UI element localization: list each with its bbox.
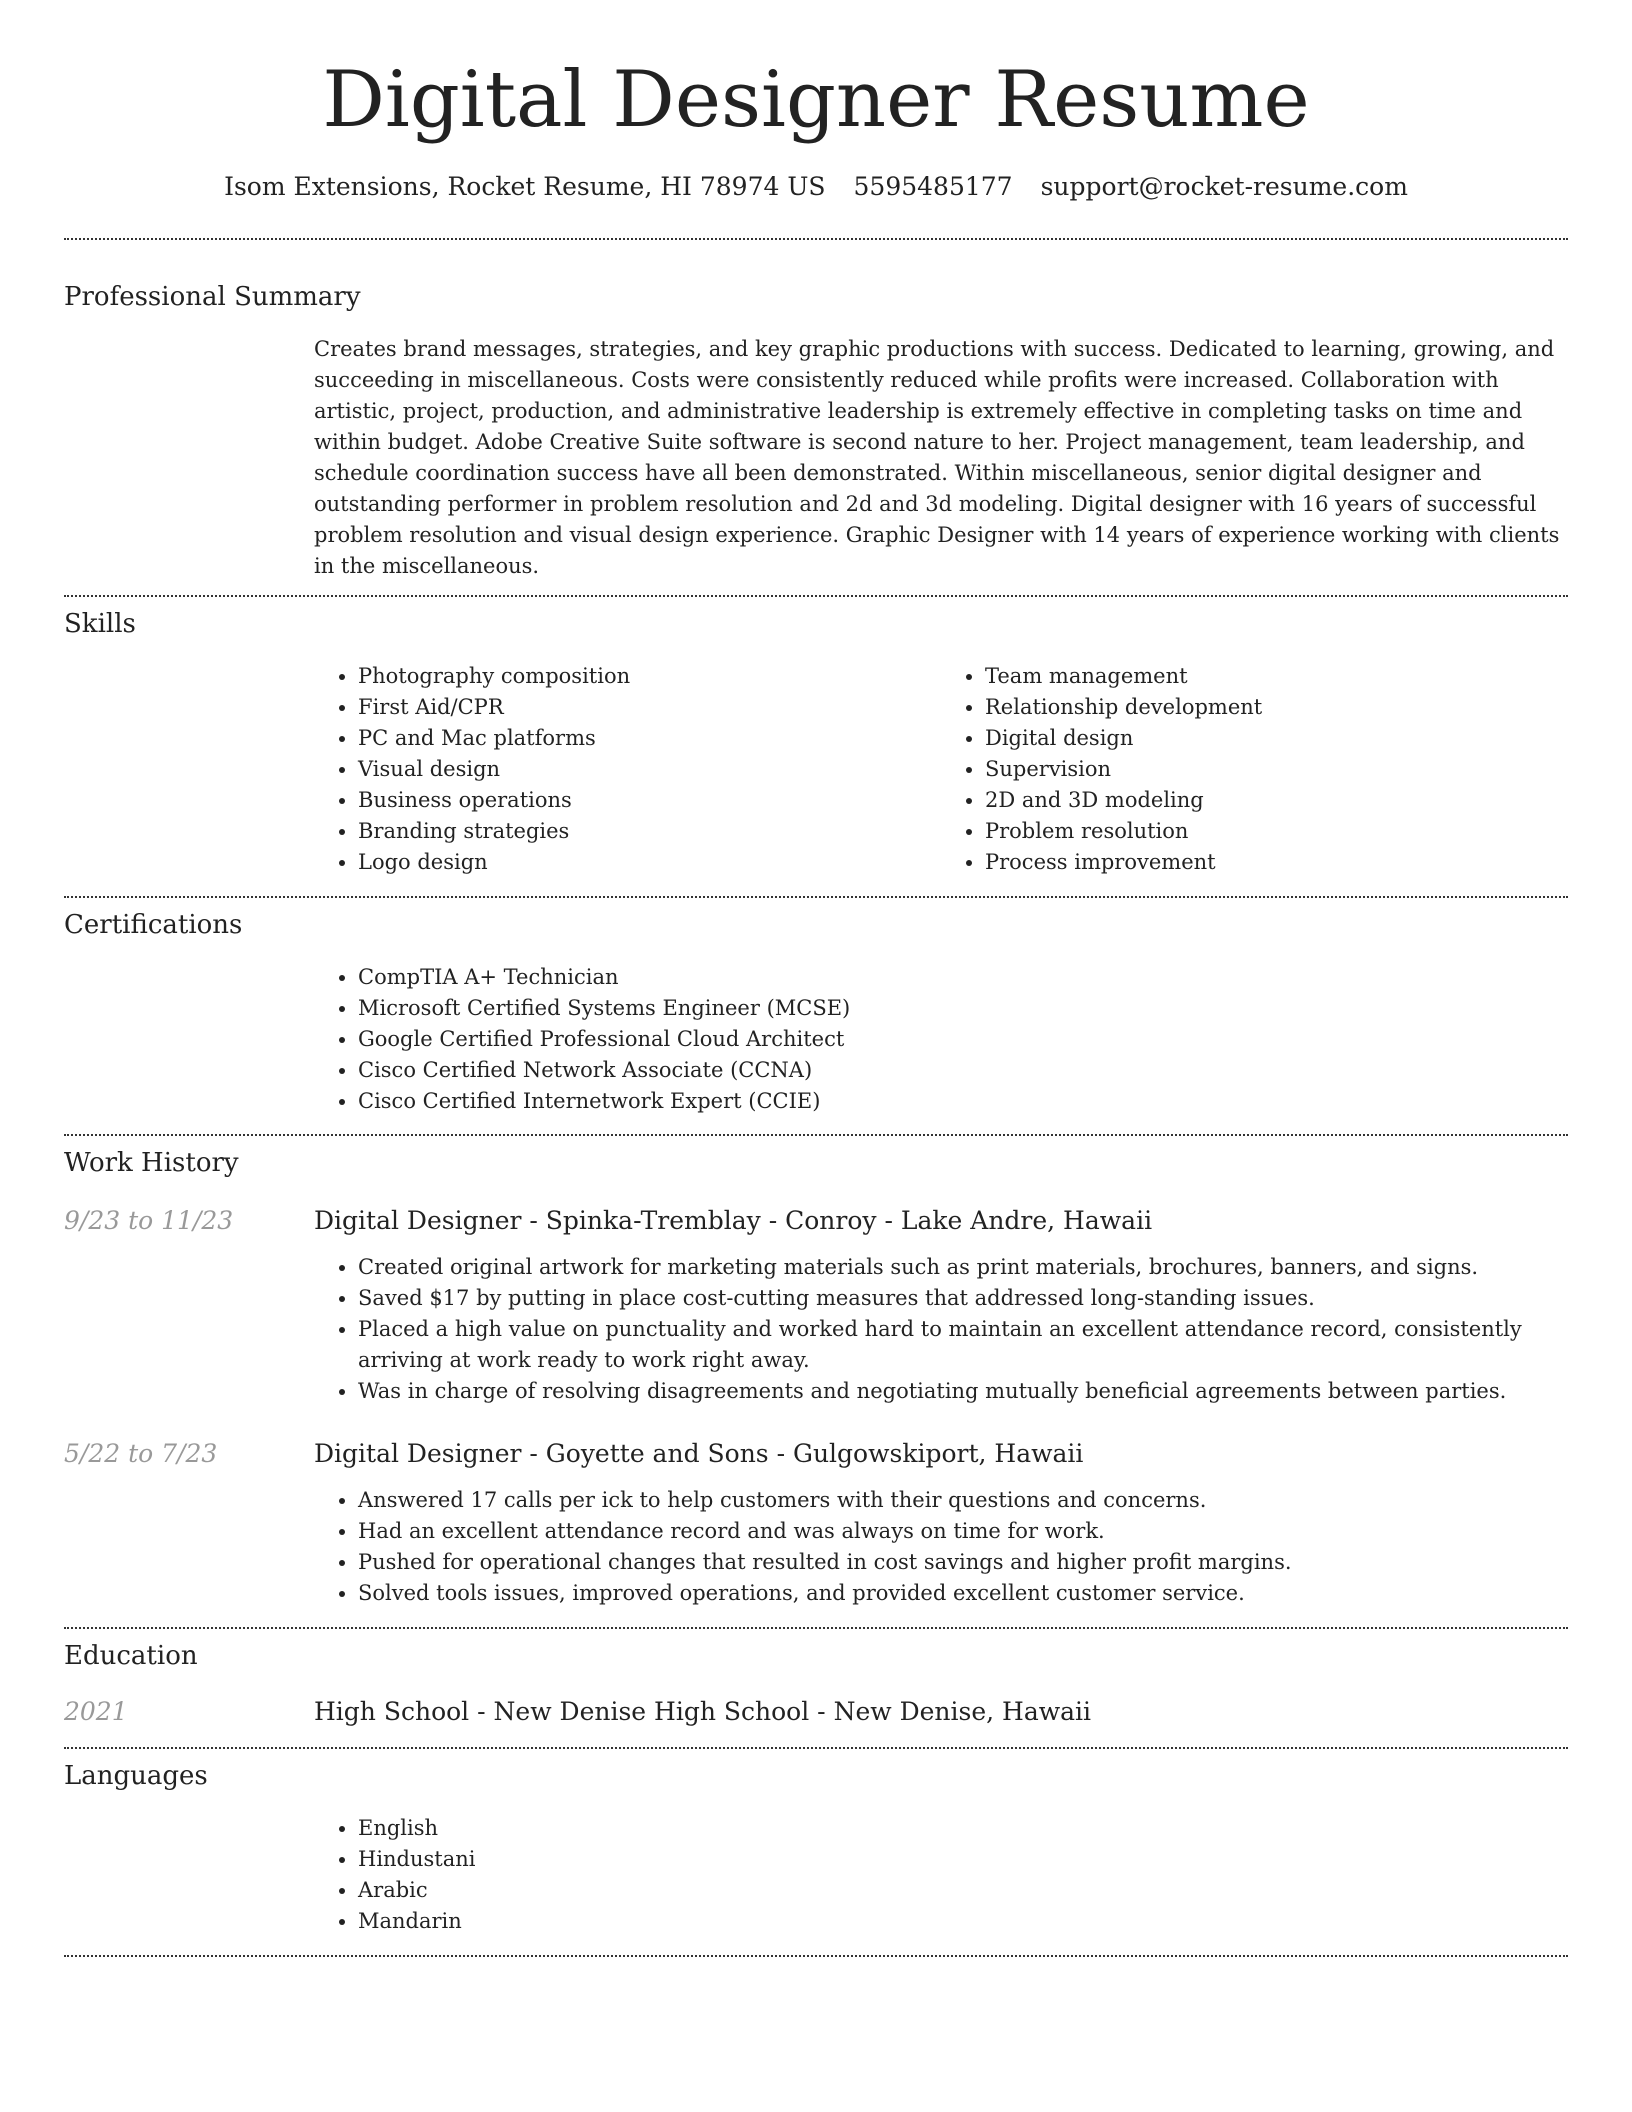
contact-line bbox=[64, 170, 1568, 204]
list-item: • Microsoft Certified Systems Engineer (MCSE) bbox=[358, 993, 1568, 1024]
divider bbox=[64, 896, 1568, 898]
section-title-certifications: Certifications bbox=[64, 910, 243, 940]
education-title bbox=[314, 1695, 1091, 1729]
list-item: • English bbox=[358, 1813, 1568, 1844]
job-bullets bbox=[314, 1485, 1568, 1609]
list-item: • Created original artwork for marketing materials such as print materials, brochures, banners, and signs. bbox=[358, 1252, 1568, 1283]
resume-title: Digital Designer Resume bbox=[322, 55, 1310, 145]
list-item: • Placed a high value on punctuality and worked hard to maintain an excellent attendance record, consistently arriving at work ready to work right away. bbox=[358, 1314, 1568, 1376]
divider bbox=[64, 238, 1568, 240]
list-item: • Photography composition bbox=[358, 661, 941, 692]
list-item: • Had an excellent attendance record and was always on time for work. bbox=[358, 1516, 1568, 1547]
job-entry bbox=[64, 1437, 1568, 1471]
job-date: 9/23 to 11/23 bbox=[64, 1206, 234, 1235]
education-entry bbox=[64, 1695, 1568, 1729]
list-item: • Team management bbox=[985, 661, 1568, 692]
list-item: • PC and Mac platforms bbox=[358, 723, 941, 754]
list-item: • Was in charge of resolving disagreements and negotiating mutually beneficial agreements between parties. bbox=[358, 1376, 1568, 1407]
list-item: • Cisco Certified Internetwork Expert (CCIE) bbox=[358, 1086, 1568, 1117]
list-item: • CompTIA A+ Technician bbox=[358, 962, 1568, 993]
education-degree: High School bbox=[314, 1697, 470, 1726]
section-title-education: Education bbox=[64, 1641, 198, 1671]
list-item: • Logo design bbox=[358, 847, 941, 878]
list-item: • Business operations bbox=[358, 785, 941, 816]
divider bbox=[64, 1955, 1568, 1957]
section-title-summary: Professional Summary bbox=[64, 282, 361, 312]
job-bullet-list bbox=[314, 1252, 1568, 1407]
skills-list bbox=[314, 661, 1568, 878]
skills-column-right bbox=[941, 661, 1568, 878]
divider bbox=[64, 1627, 1568, 1629]
education-school: - New Denise High School - New Denise, Hawaii bbox=[469, 1697, 1092, 1726]
list-item: • Problem resolution bbox=[985, 816, 1568, 847]
list-item: • 2D and 3D modeling bbox=[985, 785, 1568, 816]
languages-bullets bbox=[314, 1813, 1568, 1937]
list-item: • Saved $17 by putting in place cost-cutting measures that addressed long-standing issues. bbox=[358, 1283, 1568, 1314]
list-item: • Hindustani bbox=[358, 1844, 1568, 1875]
list-item: • First Aid/CPR bbox=[358, 692, 941, 723]
list-item: • Supervision bbox=[985, 754, 1568, 785]
list-item: • Branding strategies bbox=[358, 816, 941, 847]
contact-phone: 5595485177 bbox=[853, 172, 1013, 201]
list-item: • Cisco Certified Network Associate (CCNA) bbox=[358, 1055, 1568, 1086]
job-entry bbox=[64, 1204, 1568, 1238]
job-title: Digital Designer - Goyette and Sons - Gulgowskiport, Hawaii bbox=[314, 1439, 1084, 1468]
list-item: • Google Certified Professional Cloud Architect bbox=[358, 1024, 1568, 1055]
job-title: Digital Designer - Spinka-Tremblay - Conroy - Lake Andre, Hawaii bbox=[314, 1206, 1153, 1235]
job-bullets bbox=[314, 1252, 1568, 1407]
list-item: • Arabic bbox=[358, 1875, 1568, 1906]
list-item: • Pushed for operational changes that resulted in cost savings and higher profit margins. bbox=[358, 1547, 1568, 1578]
job-date: 5/22 to 7/23 bbox=[64, 1439, 218, 1468]
list-item: • Relationship development bbox=[985, 692, 1568, 723]
list-item: • Mandarin bbox=[358, 1906, 1568, 1937]
skills-column-left bbox=[314, 661, 941, 878]
section-title-work-history: Work History bbox=[64, 1148, 239, 1178]
list-item: • Visual design bbox=[358, 754, 941, 785]
certifications-bullets bbox=[314, 962, 1568, 1117]
list-item: • Answered 17 calls per ick to help customers with their questions and concerns. bbox=[358, 1485, 1568, 1516]
contact-email: support@rocket-resume.com bbox=[1040, 172, 1408, 201]
section-title-languages: Languages bbox=[64, 1761, 208, 1791]
divider bbox=[64, 1747, 1568, 1749]
education-date: 2021 bbox=[64, 1697, 128, 1726]
contact-address: Isom Extensions, Rocket Resume, HI 78974 US bbox=[224, 172, 826, 201]
certifications-list bbox=[314, 962, 1568, 1117]
section-title-skills: Skills bbox=[64, 609, 136, 639]
divider bbox=[64, 1134, 1568, 1136]
list-item: • Process improvement bbox=[985, 847, 1568, 878]
list-item: • Solved tools issues, improved operations, and provided excellent customer service. bbox=[358, 1578, 1568, 1609]
languages-list bbox=[314, 1813, 1568, 1937]
job-bullet-list bbox=[314, 1485, 1568, 1609]
list-item: • Digital design bbox=[985, 723, 1568, 754]
divider bbox=[64, 595, 1568, 597]
resume-page bbox=[64, 0, 1568, 1957]
summary-text: Creates brand messages, strategies, and key graphic productions with success. Dedicated to learning, growing, and succeeding in miscellaneous. Costs were consistently reduced while profits were increased. Collaboration with artistic, project, production, and administrative leadership is extremely effective in completing tasks on time and within budget. Adobe Creative Suite software is second nature to her. Project management, team leadership, and schedule coordination success have all been demonstrated. Within miscellaneous, senior digital designer and outstanding performer in problem resolution and 2d and 3d modeling. Digital designer with 16 years of successful problem resolution and visual design experience. Graphic Designer with 14 years of experience working with clients in the miscellaneous. bbox=[314, 337, 1560, 578]
